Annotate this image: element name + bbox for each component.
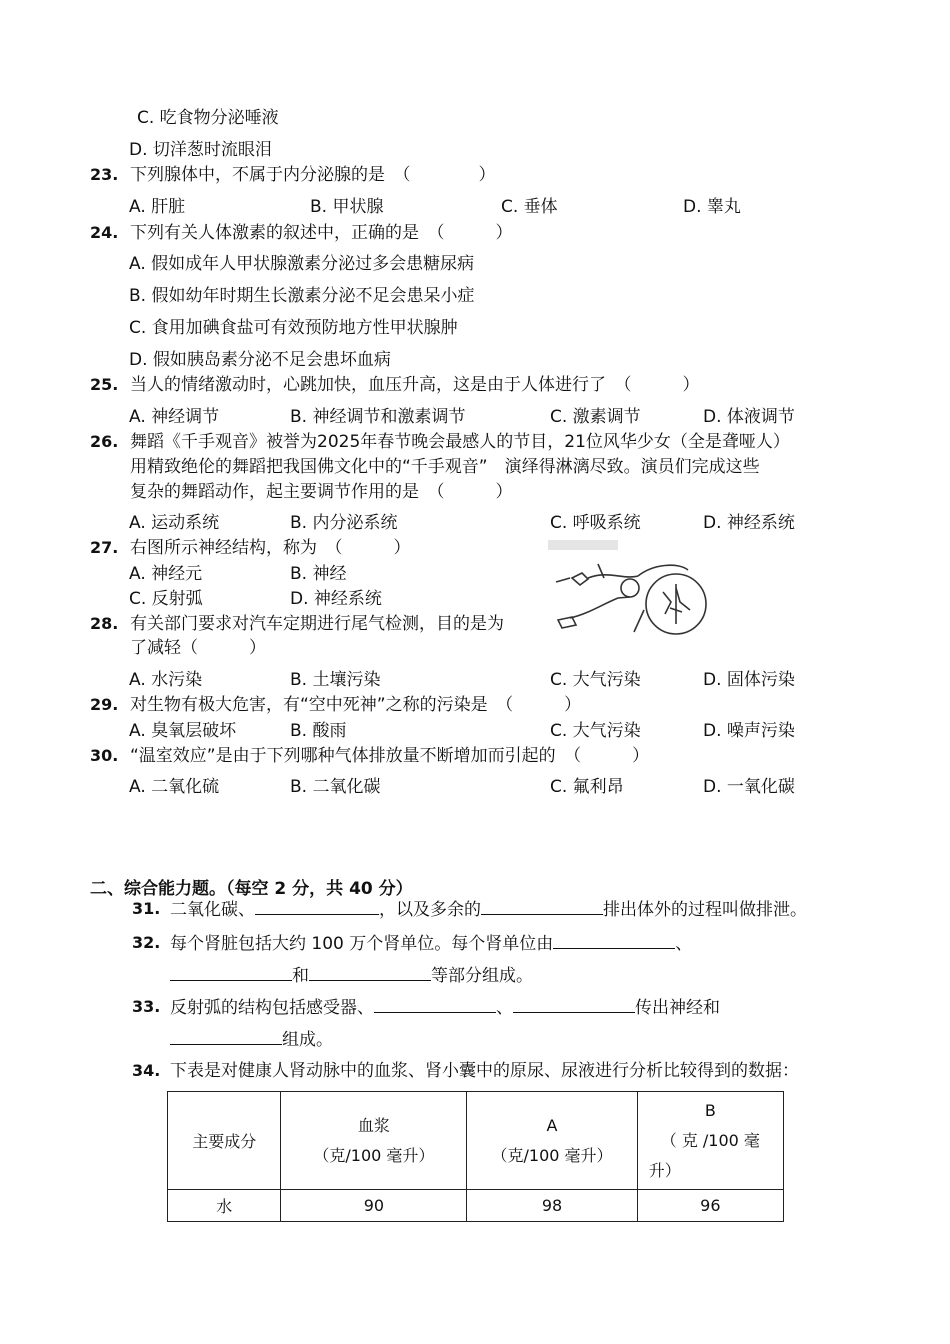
q25-number: 25.: [90, 375, 119, 394]
q32-blank-2[interactable]: [170, 964, 292, 981]
q31-blank-1[interactable]: [255, 898, 379, 915]
q26-option-d: D. 神经系统: [703, 513, 795, 533]
q23-option-b: B. 甲状腺: [310, 197, 384, 217]
q33-blank-3[interactable]: [170, 1028, 282, 1045]
q30-option-d: D. 一氧化碳: [703, 777, 795, 797]
q25-option-b: B. 神经调节和激素调节: [290, 407, 466, 427]
table-header-row: [168, 1092, 784, 1190]
q29-option-a: A. 臭氧层破坏: [129, 721, 237, 741]
q32-line2: 和 等部分组成。: [170, 964, 533, 987]
q28-option-a: A. 水污染: [129, 670, 203, 690]
q23-option-a: A. 肝脏: [129, 197, 186, 217]
q29-option-b: B. 酸雨: [290, 721, 347, 741]
q30-number: 30.: [90, 746, 119, 765]
q27-stem: 右图所示神经结构，称为 （ ）: [130, 538, 411, 558]
q30-option-c: C. 氟利昂: [550, 777, 624, 797]
q25-option-c: C. 激素调节: [550, 407, 641, 427]
q29-stem: 对生物有极大危害，有“空中死神”之称的污染是 （ ）: [130, 695, 582, 715]
q24-number: 24.: [90, 223, 119, 242]
q31-number: 31.: [132, 899, 161, 918]
q28-option-c: C. 大气污染: [550, 670, 641, 690]
q26-option-c: C. 呼吸系统: [550, 513, 641, 533]
q31-blank-2[interactable]: [481, 898, 603, 915]
q27-option-c: C. 反射弧: [129, 589, 203, 609]
q24-option-d: D. 假如胰岛素分泌不足会患坏血病: [129, 350, 391, 370]
q23-option-d: D. 睾丸: [683, 197, 741, 217]
q22-option-d: D. 切洋葱时流眼泪: [129, 140, 272, 160]
cell-plasma-water: 90: [281, 1190, 467, 1222]
q29-number: 29.: [90, 695, 119, 714]
q32-blank-3[interactable]: [309, 964, 431, 981]
q25-option-a: A. 神经调节: [129, 407, 220, 427]
section-2-title: 二、综合能力题。（每空 2 分，共 40 分）: [90, 879, 413, 899]
q24-option-a: A. 假如成年人甲状腺激素分泌过多会患糖尿病: [129, 254, 475, 274]
q23-option-c: C. 垂体: [501, 197, 558, 217]
q33-blank-2[interactable]: [513, 996, 635, 1013]
q33-blank-1[interactable]: [374, 996, 496, 1013]
q30-option-a: A. 二氧化硫: [129, 777, 220, 797]
q29-option-c: C. 大气污染: [550, 721, 641, 741]
q26-stem-line1: 舞蹈《千手观音》被誉为2025年春节晚会最感人的节目，21位风华少女（全是聋哑人）: [130, 432, 790, 452]
q28-option-d: D. 固体污染: [703, 670, 795, 690]
q30-stem: “温室效应”是由于下列哪种气体排放量不断增加而引起的 （ ）: [130, 746, 650, 766]
q24-stem: 下列有关人体激素的叙述中，正确的是 （ ）: [130, 223, 513, 243]
q32-number: 32.: [132, 933, 161, 952]
cell-water: 水: [168, 1190, 281, 1222]
q32-line1: 每个肾脏包括大约 100 万个肾单位。每个肾单位由 、: [170, 934, 693, 954]
table-row: [168, 1190, 784, 1222]
q23-stem: 下列腺体中，不属于内分泌腺的是 （ ）: [130, 165, 496, 185]
q34-stem: 下表是对健康人肾动脉中的血浆、肾小囊中的原尿、尿液进行分析比较得到的数据：: [170, 1061, 799, 1081]
q26-option-a: A. 运动系统: [129, 513, 220, 533]
q27-number: 27.: [90, 538, 119, 557]
q27-option-b: B. 神经: [290, 564, 347, 584]
q30-option-b: B. 二氧化碳: [290, 777, 381, 797]
q34-number: 34.: [132, 1061, 161, 1080]
q24-option-c: C. 食用加碘食盐可有效预防地方性甲状腺肿: [129, 318, 458, 338]
q28-stem-line1: 有关部门要求对汽车定期进行尾气检测，目的是为: [130, 614, 504, 634]
q26-number: 26.: [90, 432, 119, 451]
q33-line2: 组成。: [170, 1028, 333, 1051]
q31-text: 二氧化碳、 ，以及多余的 排出体外的过程叫做排泄。: [170, 900, 807, 920]
cell-a-water: 98: [467, 1190, 637, 1222]
q26-option-b: B. 内分泌系统: [290, 513, 398, 533]
q28-option-b: B. 土壤污染: [290, 670, 381, 690]
q27-option-d: D. 神经系统: [290, 589, 382, 609]
q28-number: 28.: [90, 614, 119, 633]
header-b: B （ 克 /100 毫 升）: [637, 1092, 783, 1190]
q29-option-d: D. 噪声污染: [703, 721, 795, 741]
q28-stem-line2: 了减轻（ ）: [130, 638, 266, 658]
q32-blank-1[interactable]: [553, 932, 675, 949]
header-plasma: 血浆 （克/100 毫升）: [281, 1092, 467, 1190]
reflex-arc-figure: [548, 540, 708, 640]
q25-stem: 当人的情绪激动时，心跳加快，血压升高，这是由于人体进行了 （ ）: [130, 375, 700, 395]
q25-option-d: D. 体液调节: [703, 407, 795, 427]
q23-number: 23.: [90, 165, 119, 184]
header-a: A （克/100 毫升）: [467, 1092, 637, 1190]
q26-stem-line3: 复杂的舞蹈动作，起主要调节作用的是 （ ）: [130, 482, 513, 502]
q26-stem-line2: 用精致绝伦的舞蹈把我国佛文化中的“千手观音” 演绎得淋漓尽致。演员们完成这些: [130, 457, 760, 477]
header-main-component: 主要成分: [168, 1092, 281, 1190]
cell-b-water: 96: [637, 1190, 783, 1222]
q33-line1: 反射弧的结构包括感受器、 、 传出神经和: [170, 998, 720, 1018]
q24-option-b: B. 假如幼年时期生长激素分泌不足会患呆小症: [129, 286, 475, 306]
q22-option-c: C. 吃食物分泌唾液: [137, 108, 279, 128]
q33-number: 33.: [132, 997, 161, 1016]
q27-option-a: A. 神经元: [129, 564, 203, 584]
kidney-data-table: [167, 1091, 784, 1222]
